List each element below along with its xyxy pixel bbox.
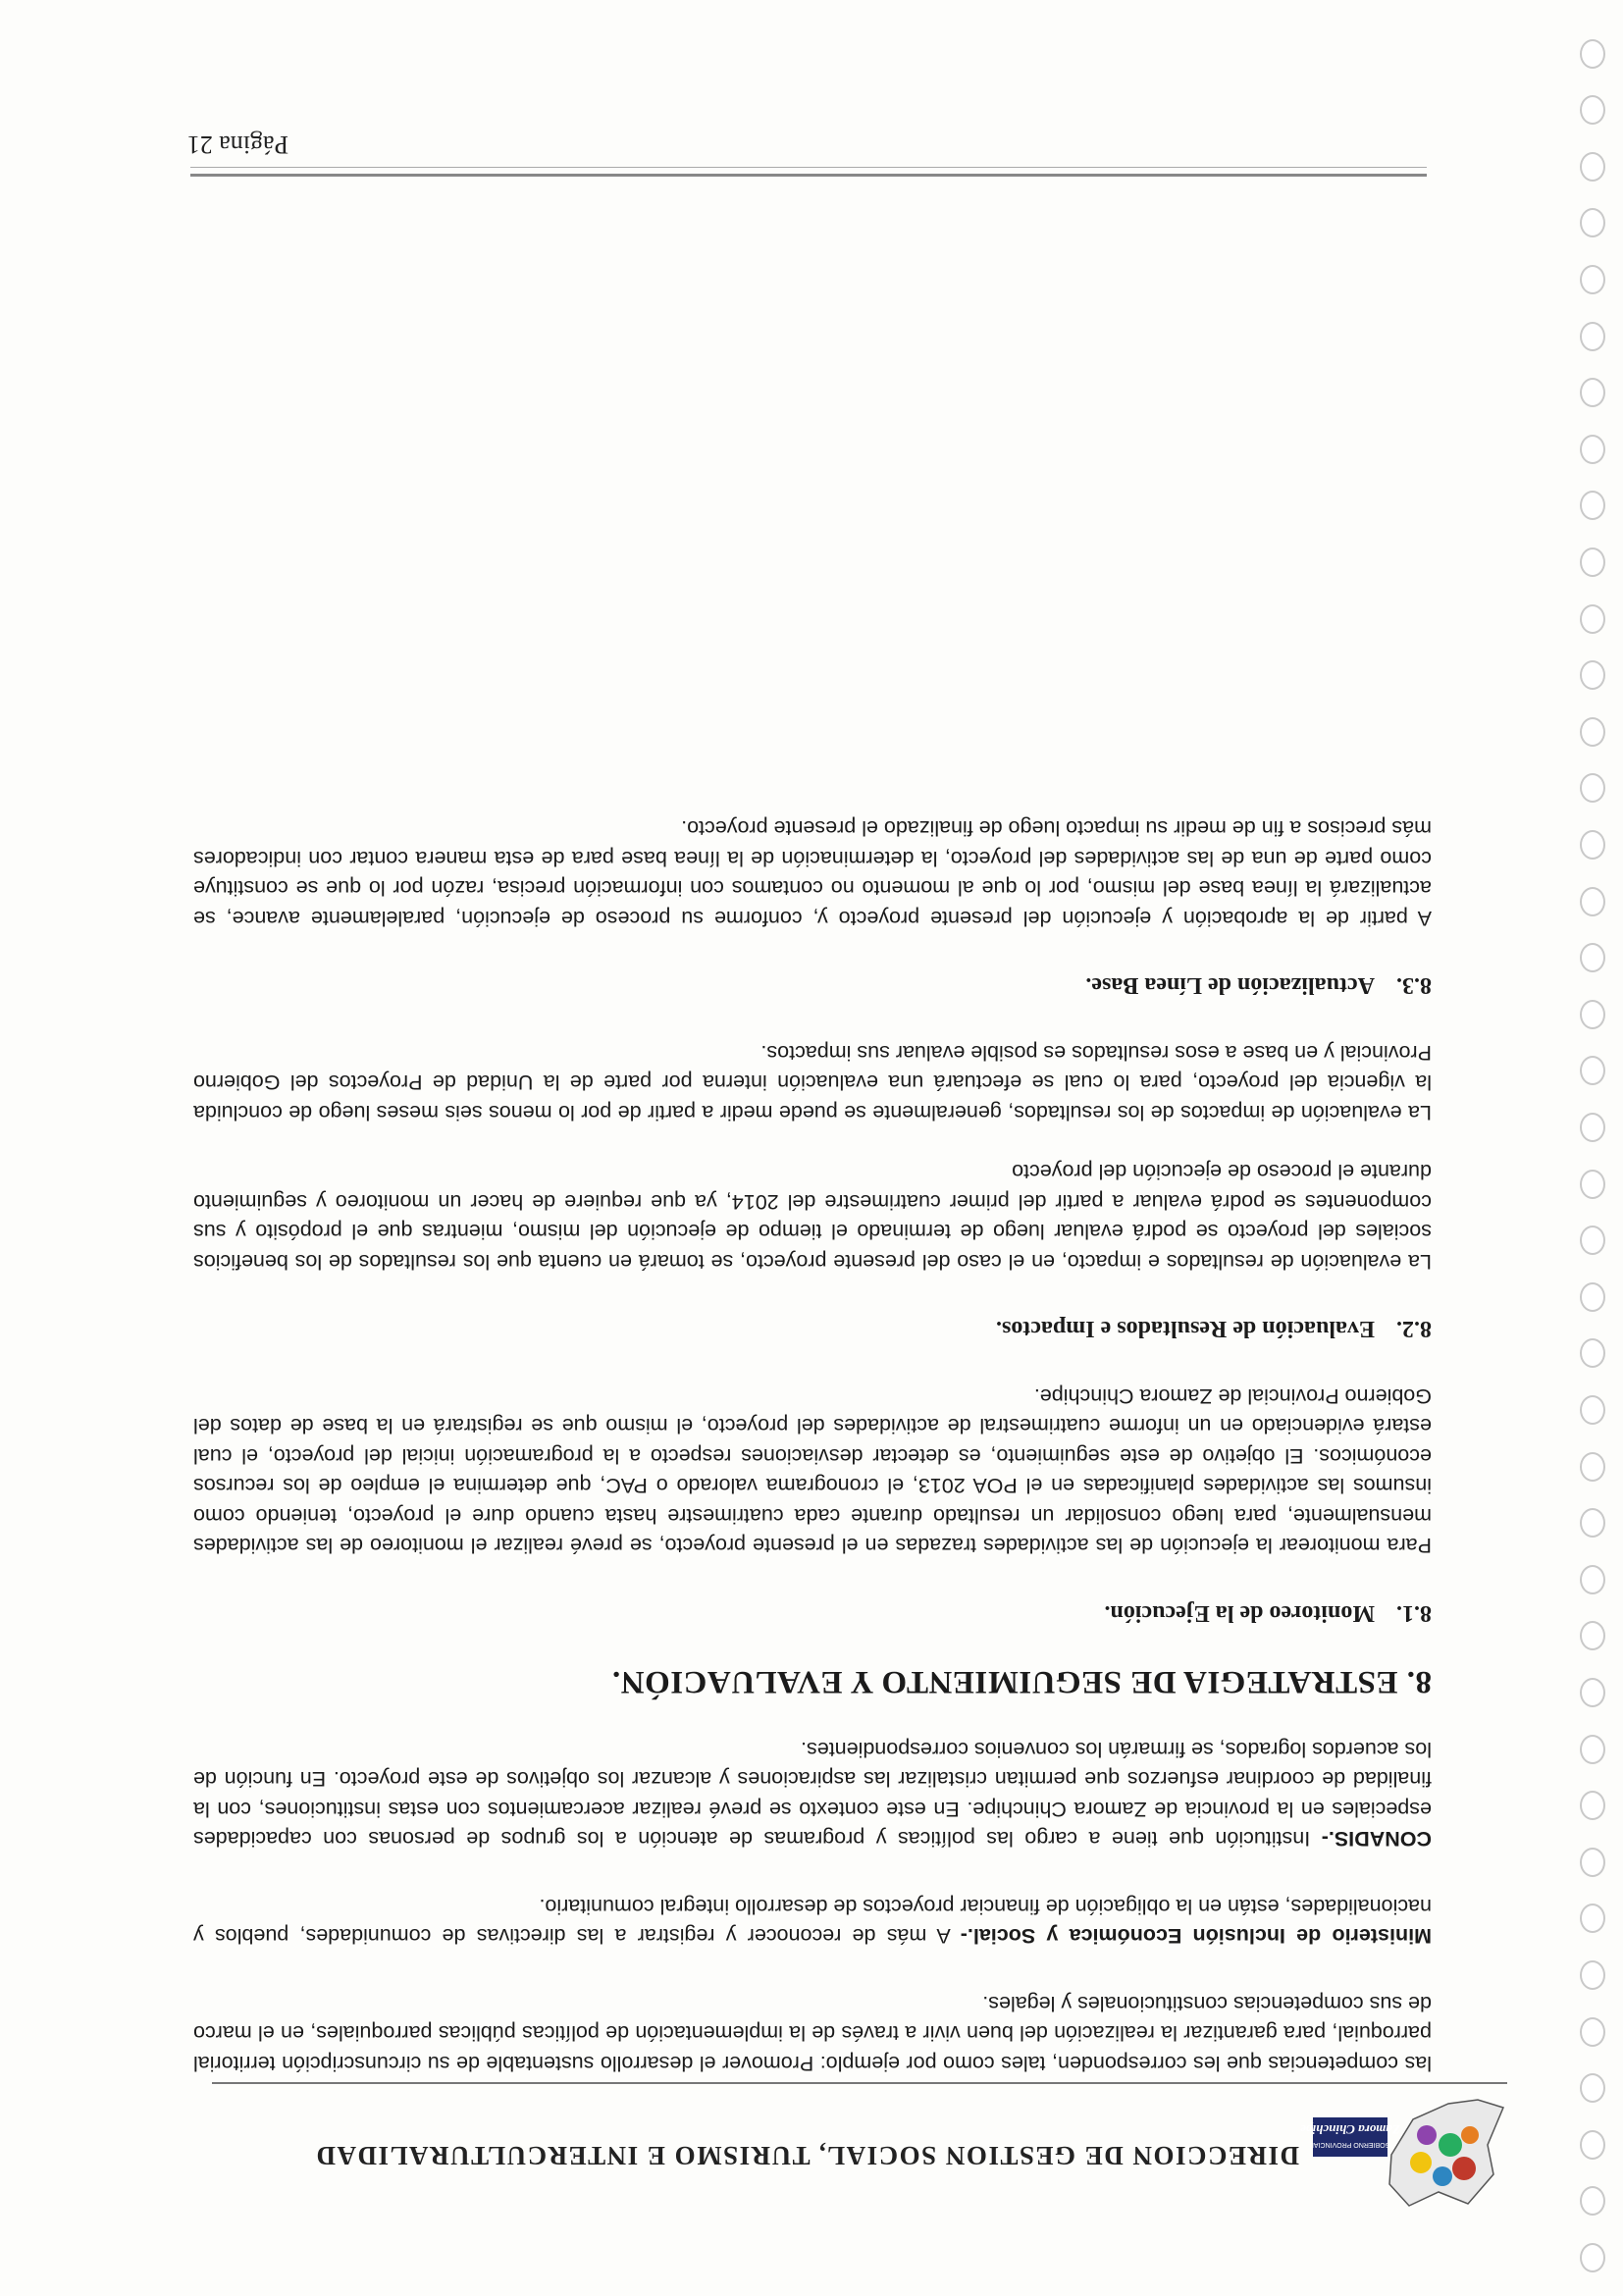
paragraph-mies-lead: Ministerio de Inclusión Económica y Social.-	[960, 1924, 1432, 1949]
page-number: Página 21	[186, 130, 288, 159]
binding-hole	[1580, 1960, 1605, 1990]
paragraph-conadis-lead: CONADIS.-	[1321, 1827, 1432, 1852]
header-divider	[212, 2082, 1507, 2084]
binding-hole	[1580, 1000, 1605, 1029]
binding-hole	[1580, 322, 1605, 351]
gobierno-provincial-logo	[1300, 2098, 1507, 2214]
binding-hole	[1580, 95, 1605, 125]
page-content	[193, 776, 1432, 2078]
binding-hole	[1580, 491, 1605, 520]
binding-hole	[1580, 1791, 1605, 1820]
binding-hole	[1580, 548, 1605, 577]
logo-caption-top: GOBIERNO PROVINCIAL	[1309, 2141, 1391, 2148]
binding-hole	[1580, 1565, 1605, 1594]
binding-hole	[1580, 604, 1605, 634]
binding-hole	[1580, 2130, 1605, 2160]
binding-hole	[1580, 1848, 1605, 1877]
binding-hole	[1580, 1621, 1605, 1650]
section-title: 8. ESTRATEGIA DE SEGUIMIENTO Y EVALUACIÓN.	[611, 1664, 1432, 1700]
subsection-number: 8.1.	[1396, 1600, 1432, 1626]
subsection-title-linea-base	[193, 970, 1432, 1001]
paragraph-mies-text: A más de reconocer y registrar a las directivas de comunidades, pueblos y nacionalidades, están en la obligación de financiar proyectos de desarrollo integral comunitario.	[193, 1895, 1432, 1949]
binding-hole	[1580, 1508, 1605, 1538]
binding-hole	[1580, 1338, 1605, 1368]
paragraph-evaluacion-resultados: La evaluación de resultados e impacto, en el caso del presente proyecto, se tomará en cuenta que los resultados de los beneficios sociales del proyecto se podrá evaluar luego de terminado el tiempo de ejecución del mismo, mientras que el propósito y sus componentes se podrá evaluar a partir del primer cuatrimestre del 2014, ya que requiere de hacer un monitoreo y seguimiento durante el proceso de ejecución del proyecto	[193, 1160, 1432, 1274]
binding-hole	[1580, 1170, 1605, 1199]
binding-holes	[1535, 0, 1623, 2296]
subsection-title-evaluacion	[193, 1314, 1432, 1344]
binding-hole	[1580, 660, 1605, 690]
binding-hole	[1580, 1904, 1605, 1933]
binding-hole	[1580, 830, 1605, 860]
binding-hole	[1580, 152, 1605, 182]
binding-hole	[1580, 2186, 1605, 2216]
header-title: DIRECCION DE GESTION SOCIAL, TURISMO E INTERCULTURALIDAD	[315, 2141, 1299, 2170]
subsection-number: 8.2.	[1396, 1316, 1432, 1342]
binding-hole	[1580, 39, 1605, 69]
footer-divider	[190, 167, 1427, 177]
binding-hole	[1580, 378, 1605, 407]
paragraph-linea-base: A partir de la aprobación y ejecución del presente proyecto y, conforme su proceso de ejecución, paralelamente avance, se actualizará la línea base del mismo, por lo que al momento no contamos con información precisa, razón por lo que se constituye como parte de una de las actividades del proyecto, la determinación de la línea base para de esta manera contar con indicadores más precisos a fin de medir su impacto luego de finalizado el presente proyecto.	[193, 816, 1432, 930]
binding-hole	[1580, 1282, 1605, 1312]
binding-hole	[1580, 435, 1605, 464]
binding-hole	[1580, 2017, 1605, 2047]
binding-hole	[1580, 208, 1605, 237]
binding-hole	[1580, 265, 1605, 294]
subsection-title-monitoreo	[193, 1598, 1432, 1629]
subsection-label: Actualización de Línea Base.	[1085, 972, 1375, 999]
binding-hole	[1580, 2243, 1605, 2272]
paragraph-competencias: las competencias que les corresponden, tales como por ejemplo: Promover el desarrollo sustentable de su circunscripción territorial parroquial, para garantizar la realización del buen vivir a través de la implementación de políticas públicas parroquiales, en el marco de sus competencias constitucionales y legales.	[193, 1992, 1432, 2075]
paragraph-mies	[193, 1892, 1432, 1952]
binding-hole	[1580, 943, 1605, 972]
binding-hole	[1580, 1395, 1605, 1425]
subsection-number: 8.3.	[1396, 972, 1432, 999]
paragraph-conadis	[193, 1735, 1432, 1854]
binding-hole	[1580, 1452, 1605, 1482]
binding-hole	[1580, 717, 1605, 747]
binding-hole	[1580, 1735, 1605, 1764]
subsection-label: Evaluación de Resultados e Impactos.	[995, 1316, 1375, 1342]
binding-hole	[1580, 1678, 1605, 1707]
binding-hole	[1580, 2073, 1605, 2103]
paragraph-conadis-text: Institución que tiene a cargo las políticas y programas de atención a los grupos de personas con capacidades especiales en la provincia de Zamora Chinchipe. En este contexto se prevé realizar acercamientos con estas instituciones, con la finalidad de coordinar esfuerzos que permitan cristalizar las aspiraciones y alcanzar los objetivos de este proyecto. En función de los acuerdos logrados, se firmarán los convenios correspondientes.	[193, 1738, 1432, 1852]
page-header	[94, 2096, 1507, 2214]
binding-hole	[1580, 773, 1605, 803]
binding-hole	[1580, 1056, 1605, 1085]
binding-hole	[1580, 1113, 1605, 1142]
binding-hole	[1580, 887, 1605, 916]
binding-hole	[1580, 1226, 1605, 1255]
subsection-label: Monitoreo de la Ejecución.	[1104, 1600, 1375, 1626]
logo-caption-name: Zamora Chinchipe	[1300, 2122, 1400, 2137]
paragraph-evaluacion-impactos: La evaluación de impactos de los resultados, generalmente se puede medir a partir de por lo menos seis meses luego de concluida la vigencia del proyecto, para lo cual se efectuará una evaluación interna por parte de la Unidad de Proyectos del Gobierno Provincial y en base a esos resultados es posible evaluar sus impactos.	[193, 1041, 1432, 1124]
paragraph-monitoreo: Para monitorear la ejecución de las actividades trazadas en el presente proyecto, se prevé realizar el monitoreo de las actividades mensualmente, para luego consolidar un resultado durante cada cuatrimestre hasta cuando dure el proyecto, teniendo como insumos las actividades planificadas en el POA 2013, el cronograma valorado o PAC, que determina el empleo de los recursos económicos. El objetivo de este seguimiento, es detectar desviaciones respecto a la programación inicial del proyecto, el cual estará evidenciado en un informe cuatrimestral de actividades del proyecto, el mismo que se registrará en la base de datos del Gobierno Provincial de Zamora Chinchipe.	[193, 1384, 1432, 1558]
